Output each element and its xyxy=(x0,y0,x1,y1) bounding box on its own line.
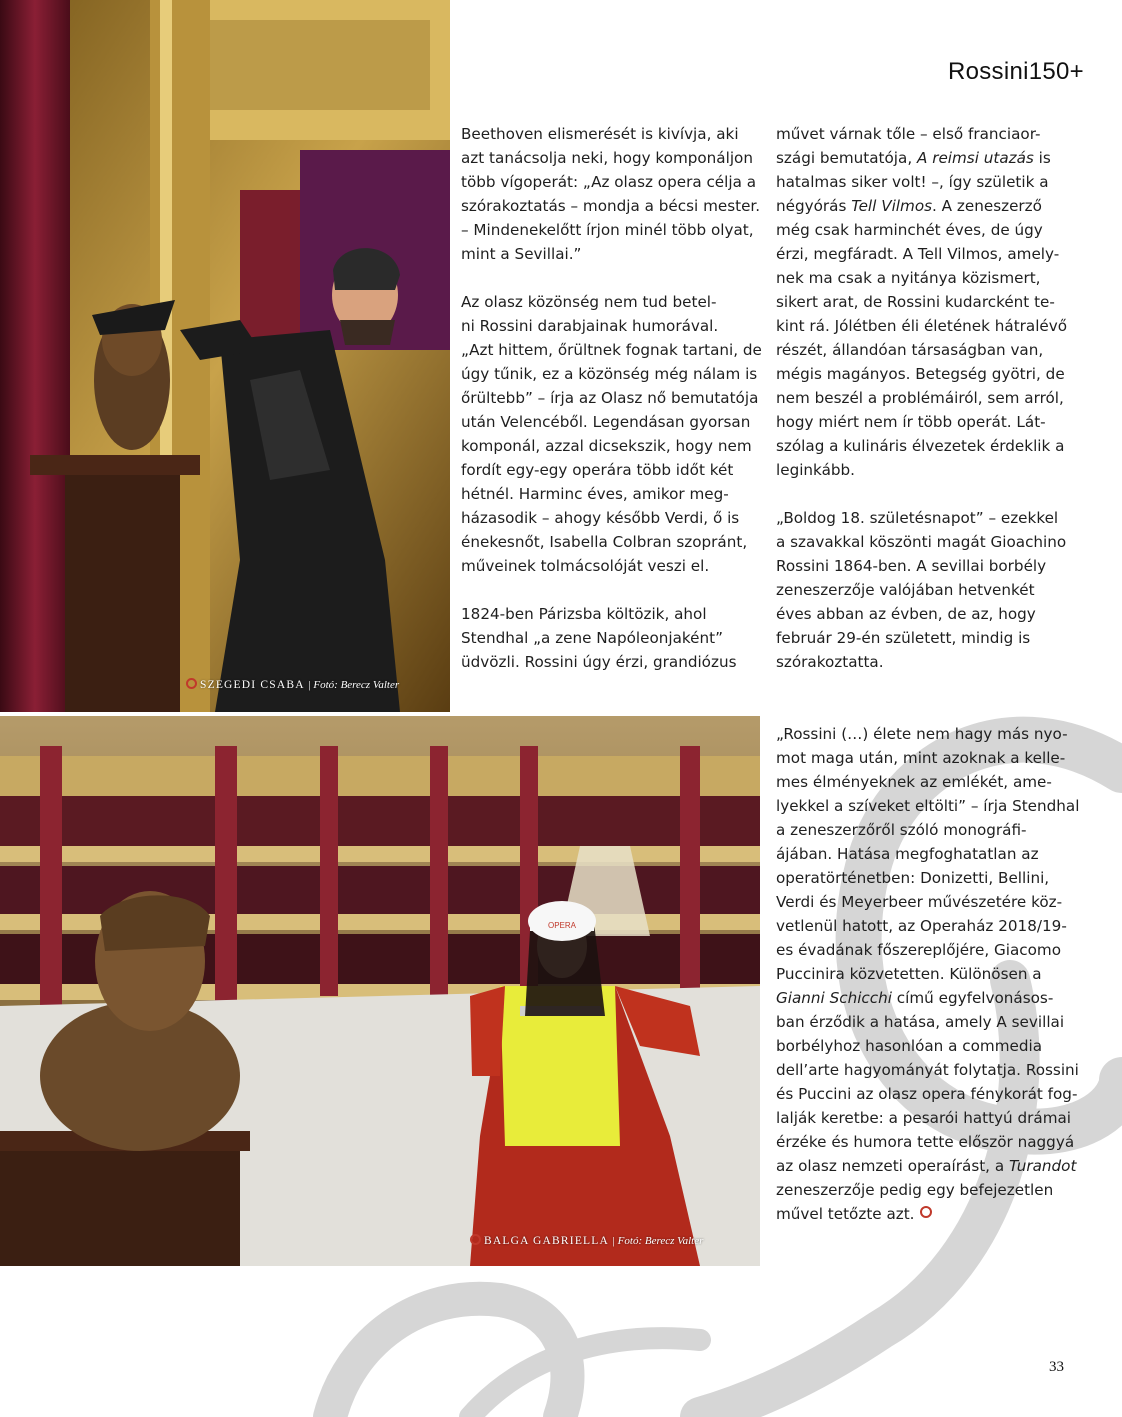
text-run: négyórás xyxy=(776,197,852,215)
work-title: Gianni Schicchi xyxy=(776,989,892,1007)
text-line: 1824-ben Párizsba költözik, ahol xyxy=(461,605,707,623)
paragraph xyxy=(776,722,1096,1226)
text-line: leginkább. xyxy=(776,461,855,479)
text-line: mint a Sevillai.” xyxy=(461,245,582,263)
text-line: „Boldog 18. születésnapot” – ezekkel xyxy=(776,509,1059,527)
text-line: a zeneszerzőről szóló monográfi- xyxy=(776,821,1027,839)
text-line: Rossini 1864-ben. A sevillai borbély xyxy=(776,557,1047,575)
text-column-2 xyxy=(776,122,1096,674)
caption-credit: | Fotó: Berecz Valter xyxy=(611,1235,704,1247)
text-line: – Mindenekelőtt írjon minél több olyat, xyxy=(461,221,754,239)
paragraph xyxy=(776,122,1096,482)
work-title: A reimsi utazás xyxy=(916,149,1034,167)
text-line xyxy=(776,986,1096,1010)
text-line: éves abban az évben, de az, hogy xyxy=(776,605,1036,623)
text-line: műveinek tolmácsolóját veszi el. xyxy=(461,557,710,575)
text-line: kint rá. Jólétben éli életének hátralévő xyxy=(776,317,1068,335)
photo-balga-gabriella xyxy=(0,716,760,1266)
text-line: Beethoven elismerését is kivívja, aki xyxy=(461,125,739,143)
paragraph xyxy=(461,290,762,578)
text-run: . A zeneszerző xyxy=(932,197,1042,215)
text-line: nem beszél a problémáiról, sem arról, xyxy=(776,389,1064,407)
text-line: ban érződik a hatása, amely A sevillai xyxy=(776,1013,1065,1031)
text-line: őrültebb” – írja az Olasz nő bemutatója xyxy=(461,389,759,407)
text-line: Az olasz közönség nem tud betel- xyxy=(461,293,717,311)
text-line: szórakoztatta. xyxy=(776,653,884,671)
text-run: is xyxy=(1033,149,1051,167)
work-title: Turandot xyxy=(1008,1157,1077,1175)
text-line: Verdi és Meyerbeer művészetére köz- xyxy=(776,893,1063,911)
text-line: zeneszerzője valójában hetvenkét xyxy=(776,581,1035,599)
text-line xyxy=(776,194,1096,218)
text-run: művel tetőzte azt. xyxy=(776,1205,915,1223)
text-line: után Velencéből. Legendásan gyorsan xyxy=(461,413,751,431)
text-line: hatalmas siker volt! –, így születik a xyxy=(776,173,1049,191)
text-line: üdvözli. Rossini úgy érzi, grandiózus xyxy=(461,653,737,671)
text-line: Stendhal „a zene Napóleonjaként” xyxy=(461,629,723,647)
caption-ring-icon xyxy=(470,1234,481,1245)
text-line: operatörténetben: Donizetti, Bellini, xyxy=(776,869,1050,887)
paragraph xyxy=(461,602,753,674)
text-line: és Puccini az olasz opera fénykorát fog- xyxy=(776,1085,1078,1103)
paragraph xyxy=(776,506,1096,674)
text-line: fordít egy-egy operára több időt két xyxy=(461,461,734,479)
text-line: nek ma csak a nyitánya közismert, xyxy=(776,269,1041,287)
text-line: művet várnak tőle – első franciaor- xyxy=(776,125,1041,143)
photo-caption-top xyxy=(186,678,399,691)
text-line xyxy=(776,146,1096,170)
text-line: még csak harminchét éves, de úgy xyxy=(776,221,1043,239)
text-run: szági bemutatója, xyxy=(776,149,913,167)
text-line: „Rossini (…) élete nem hagy más nyo- xyxy=(776,725,1068,743)
text-run: című egyfelvonásos- xyxy=(891,989,1054,1007)
helmet-opera-logo: OPERA xyxy=(548,921,577,930)
text-line: házasodik – ahogy később Verdi, ő is xyxy=(461,509,740,527)
text-line xyxy=(776,1154,1096,1178)
text-line: mot maga után, mint azoknak a kelle- xyxy=(776,749,1066,767)
caption-credit: | Fotó: Berecz Valter xyxy=(307,679,400,691)
text-line: lalják keretbe: a pesarói hattyú drámai xyxy=(776,1109,1072,1127)
text-line: azt tanácsolja neki, hogy komponáljon xyxy=(461,149,753,167)
text-line: sikert arat, de Rossini kudarcként te- xyxy=(776,293,1055,311)
text-line: lyekkel a szíveket eltölti” – írja Stendhal xyxy=(776,797,1080,815)
article-end-icon xyxy=(920,1206,932,1218)
text-line: hétnél. Harminc éves, amikor meg- xyxy=(461,485,729,503)
text-line: zeneszerzője pedig egy befejezetlen xyxy=(776,1181,1054,1199)
photo-szegedi-csaba xyxy=(0,0,450,712)
text-line: a szavakkal köszönti magát Gioachino xyxy=(776,533,1067,551)
section-title: Rossini150+ xyxy=(947,58,1084,85)
text-line: komponál, azzal dicsekszik, hogy nem xyxy=(461,437,752,455)
text-line: részét, állandóan társaságban van, xyxy=(776,341,1044,359)
page-number: 33 xyxy=(1049,1359,1064,1375)
text-line: „Azt hittem, őrültnek fognak tartani, de xyxy=(461,341,762,359)
text-line: úgy tűnik, ez a közönség még nálam is xyxy=(461,365,758,383)
text-line: érzéke és humora tette először naggyá xyxy=(776,1133,1075,1151)
text-run: az olasz nemzeti operaírást, a xyxy=(776,1157,1009,1175)
text-line: érzi, megfáradt. A Tell Vilmos, amely- xyxy=(776,245,1060,263)
caption-name: BALGA GABRIELLA xyxy=(484,1235,610,1247)
text-line: mes élményeknek az emlékét, ame- xyxy=(776,773,1052,791)
text-line: szórakoztatás – mondja a bécsi mester. xyxy=(461,197,761,215)
text-line: dell’arte hagyományát folytatja. Rossini xyxy=(776,1061,1079,1079)
text-line: mégis magányos. Betegség gyötri, de xyxy=(776,365,1065,383)
work-title: Tell Vilmos xyxy=(851,197,933,215)
photo-caption-bottom xyxy=(470,1234,703,1247)
paragraph xyxy=(461,122,761,266)
text-line: február 29-én született, mindig is xyxy=(776,629,1031,647)
text-line: Puccinira közvetetten. Különösen a xyxy=(776,965,1042,983)
caption-ring-icon xyxy=(186,678,197,689)
text-line: hogy miért nem ír több operát. Lát- xyxy=(776,413,1046,431)
text-line: ájában. Hatása megfoghatatlan az xyxy=(776,845,1039,863)
text-line: énekesnőt, Isabella Colbran szopránt, xyxy=(461,533,748,551)
caption-name: SZEGEDI CSABA xyxy=(200,679,305,691)
text-column-3 xyxy=(776,722,1096,1226)
text-line: szólag a kulináris élvezetek érdeklik a xyxy=(776,437,1065,455)
text-line: borbélyhoz hasonlóan a commedia xyxy=(776,1037,1042,1055)
text-line: ni Rossini darabjainak humorával. xyxy=(461,317,719,335)
text-line: vetlenül hatott, az Operaház 2018/19- xyxy=(776,917,1067,935)
text-line xyxy=(776,1202,1096,1226)
text-column-1 xyxy=(461,122,762,674)
text-line: több vígoperát: „Az olasz opera célja a xyxy=(461,173,757,191)
text-line: es évadának főszereplőjére, Giacomo xyxy=(776,941,1061,959)
